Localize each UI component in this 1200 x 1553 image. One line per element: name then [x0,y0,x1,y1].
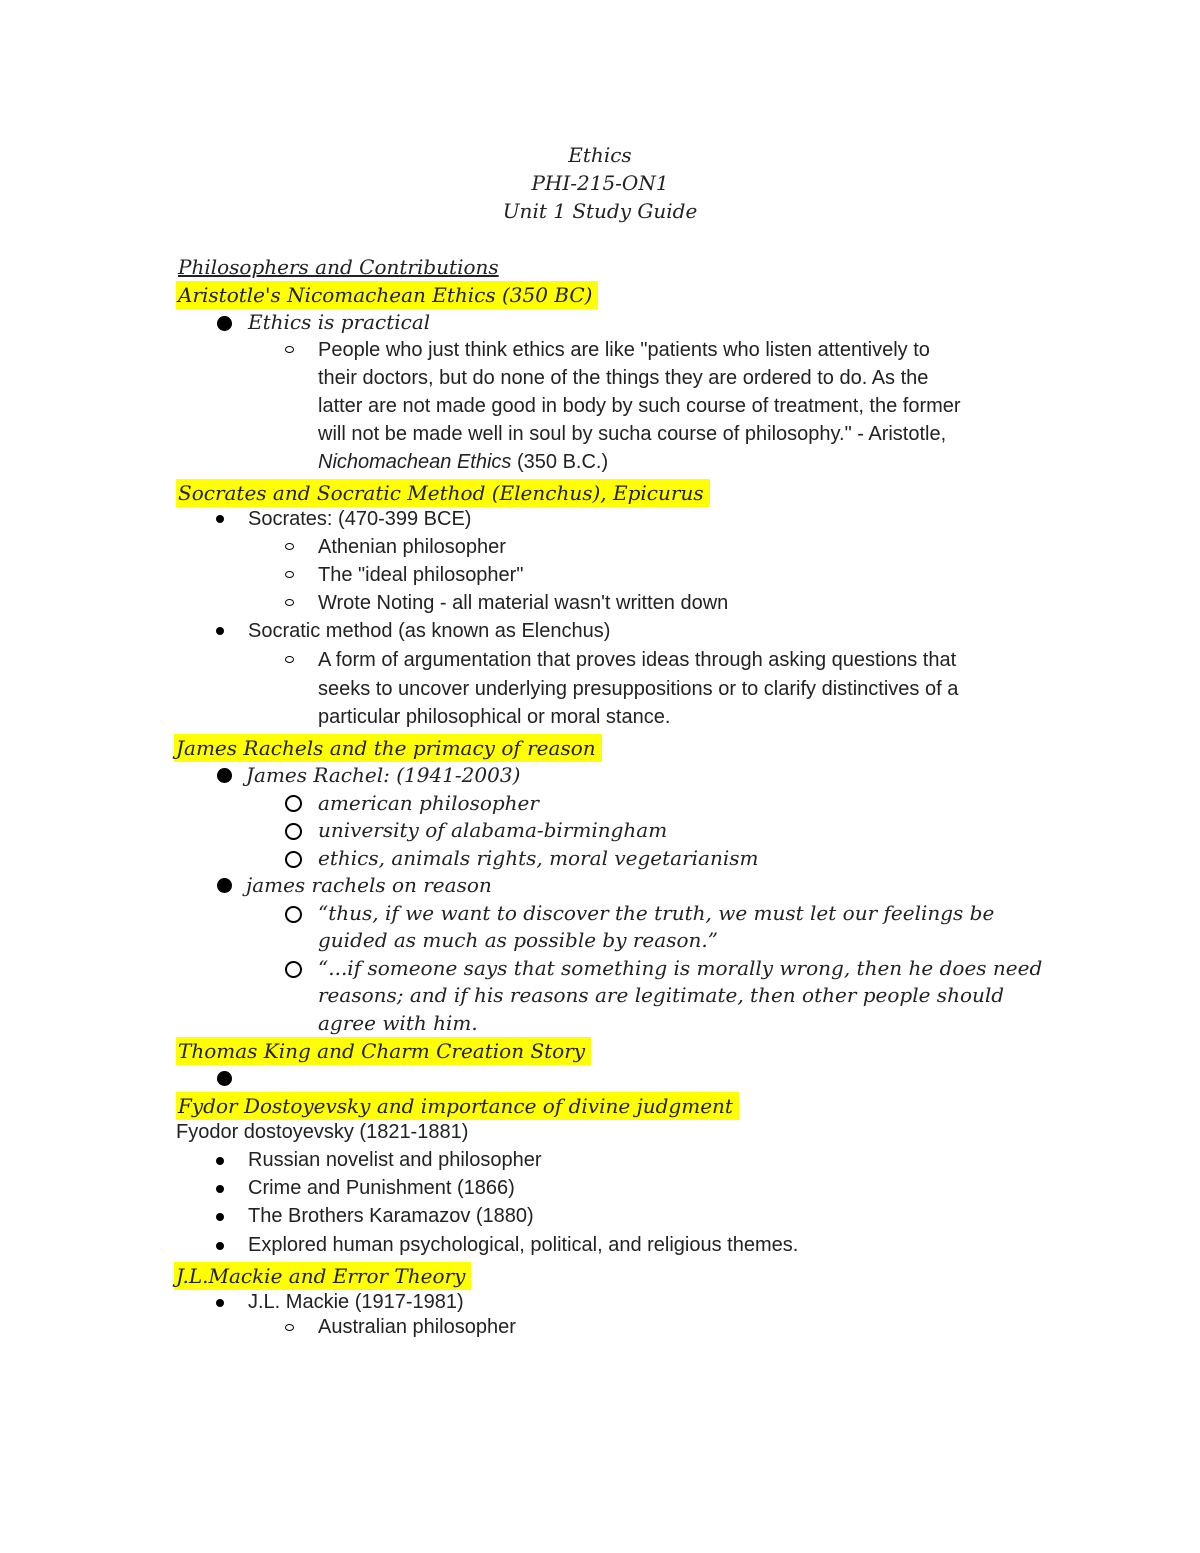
socrates-method: Socratic method (as known as Elenchus) [248,620,611,642]
document-subtitle: Unit 1 Study Guide [502,199,698,223]
mackie-heading: J.L.Mackie and Error Theory [174,1262,471,1290]
sub-bullet-icon [285,656,294,663]
rachels-quote: “thus, if we want to discover the truth, we must let our feelings be [318,901,995,925]
bullet-icon [216,515,224,523]
bullet-icon [216,1299,224,1307]
dostoyevsky-fact: The Brothers Karamazov (1880) [248,1205,534,1227]
king-heading: Thomas King and Charm Creation Story [176,1037,591,1065]
bullet-icon [216,1157,224,1165]
sub-bullet-icon [285,571,294,578]
sub-bullet-icon [285,543,294,550]
socrates-method-desc: particular philosophical or moral stance. [318,706,671,728]
socrates-bio: Socrates: (470-399 BCE) [248,508,472,530]
socrates-heading: Socrates and Socratic Method (Elenchus), Epicurus [176,479,710,507]
socrates-fact: Athenian philosopher [318,536,506,558]
document-title: Ethics [568,143,632,167]
bullet-icon [216,1185,224,1193]
mackie-fact: Australian philosopher [318,1316,516,1338]
dostoyevsky-fact: Explored human psychological, political, and religious themes. [248,1234,799,1256]
sub-bullet-icon [285,823,302,840]
socrates-method-desc: A form of argumentation that proves ideas through asking questions that [318,649,957,671]
rachels-fact: american philosopher [318,791,539,815]
rachels-quote: “...if someone says that something is morally wrong, then he does need [318,956,1043,980]
aristotle-quote-line: will not be made well in soul by sucha course of philosophy." - Aristotle, [318,423,947,445]
rachels-reason-label: james rachels on reason [246,873,492,897]
course-code: PHI-215-ON1 [531,171,669,195]
sub-bullet-icon [285,961,302,978]
aristotle-heading: Aristotle's Nicomachean Ethics (350 BC) [176,281,598,309]
rachels-bio: James Rachel: (1941-2003) [246,763,521,787]
bullet-icon [216,1213,224,1221]
sub-bullet-icon [285,599,294,606]
dostoyevsky-bio: Fyodor dostoyevsky (1821-1881) [176,1121,469,1143]
rachels-quote: reasons; and if his reasons are legitimate, then other people should [318,983,1005,1007]
sub-bullet-icon [285,851,302,868]
rachels-fact: university of alabama-birmingham [318,818,668,842]
socrates-fact: The "ideal philosopher" [318,564,524,586]
aristotle-quote-source: Nichomachean Ethics (350 B.C.) [318,451,609,473]
rachels-heading: James Rachels and the primacy of reason [174,734,602,762]
sub-bullet-icon [285,906,302,923]
bullet-icon [217,1071,232,1086]
sub-bullet-icon [285,795,302,812]
bullet-icon [216,1242,224,1250]
bullet-icon [217,878,232,893]
rachels-quote: agree with him. [318,1011,478,1035]
sub-bullet-icon [285,1324,294,1331]
mackie-bio: J.L. Mackie (1917-1981) [248,1291,464,1313]
bullet-icon [217,316,232,331]
aristotle-point: Ethics is practical [248,310,431,334]
socrates-fact: Wrote Noting - all material wasn't written down [318,592,729,614]
rachels-fact: ethics, animals rights, moral vegetarianism [318,846,759,870]
dostoyevsky-fact: Russian novelist and philosopher [248,1149,542,1171]
dostoyevsky-fact: Crime and Punishment (1866) [248,1177,515,1199]
section-heading: Philosophers and Contributions [178,255,499,279]
socrates-method-desc: seeks to uncover underlying presuppositions or to clarify distinctives of a [318,678,959,700]
aristotle-quote-line: latter are not made good in body by such course of treatment, the former [318,395,961,417]
rachels-quote: guided as much as possible by reason.” [318,928,718,952]
bullet-icon [216,627,224,635]
aristotle-quote-line: their doctors, but do none of the things they are ordered to do. As the [318,367,929,389]
aristotle-quote-line: People who just think ethics are like "patients who listen attentively to [318,339,930,361]
dostoyevsky-heading: Fydor Dostoyevsky and importance of divine judgment [176,1092,739,1120]
sub-bullet-icon [285,346,294,353]
bullet-icon [217,768,232,783]
